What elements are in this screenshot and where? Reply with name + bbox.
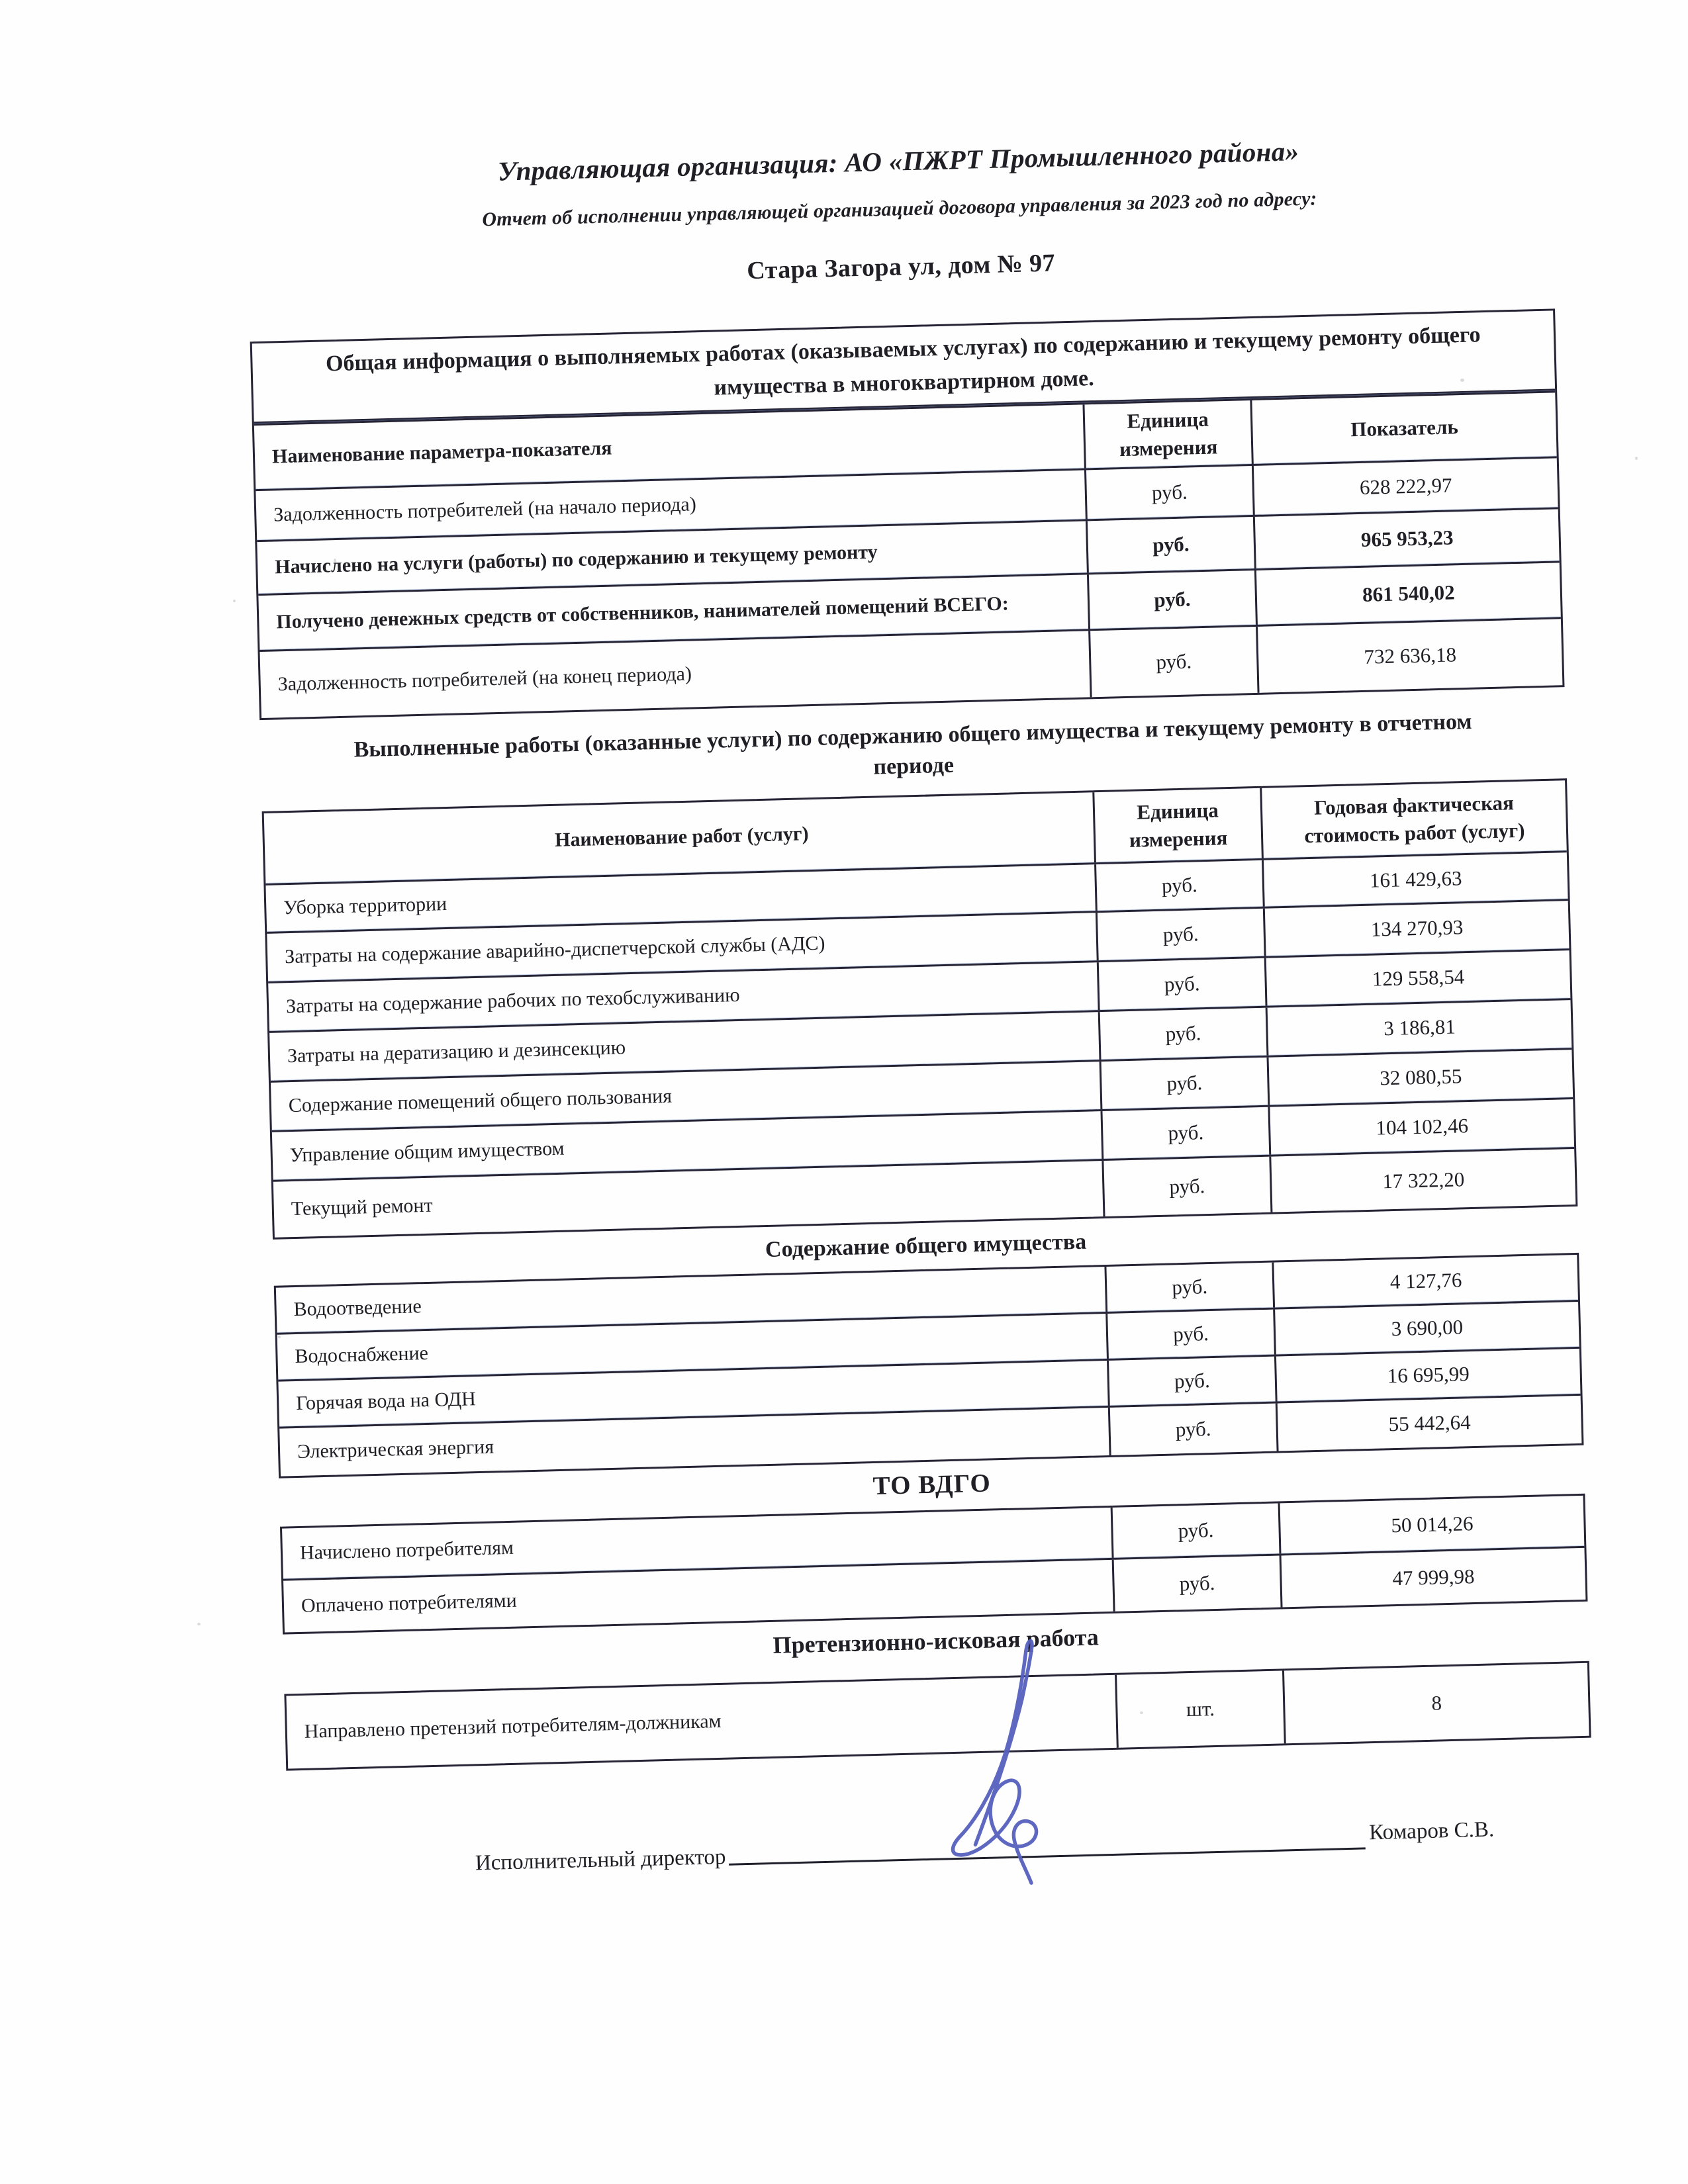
maintenance-section-heading: Содержание общего имущества (765, 1229, 1087, 1262)
row-label: Начислено потребителям (299, 1536, 514, 1564)
row-unit: руб. (1098, 1007, 1269, 1059)
row-label: Затраты на содержание рабочих по техобслуживанию (285, 983, 740, 1018)
row-value: 47 999,98 (1392, 1564, 1475, 1590)
row-value: 16 695,99 (1387, 1361, 1470, 1387)
signature-role-label: Исполнительный директор (475, 1844, 726, 1875)
row-label: Оплачено потребителями (301, 1589, 518, 1617)
scan-speck (1635, 457, 1638, 460)
row-value: 4 127,76 (1389, 1268, 1462, 1293)
general-info-table (250, 309, 1565, 720)
row-value: 161 429,63 (1369, 866, 1462, 892)
row-label: Водоотведение (293, 1295, 422, 1320)
row-label: Получено денежных средств от собственников, нанимателей помещений ВСЕГО: (275, 592, 1009, 633)
building-address: Стара Загора ул, дом № 97 (746, 249, 1056, 285)
row-label: Направлено претензий потребителям-должникам (304, 1709, 722, 1743)
row-unit: руб. (1094, 860, 1265, 910)
row-unit: руб. (1102, 1156, 1272, 1216)
column-header-name: Наименование работ (услуг) (554, 823, 809, 852)
row-unit: руб. (1105, 1309, 1276, 1358)
vdgo-table (280, 1493, 1587, 1634)
row-value: 32 080,55 (1379, 1064, 1462, 1090)
row-label: Задолженность потребителей (на конец периода) (277, 662, 692, 696)
column-header-unit: Единица измерения (1092, 788, 1264, 862)
claims-table (284, 1661, 1591, 1770)
row-value: 3 186,81 (1383, 1015, 1456, 1040)
row-unit: руб. (1108, 1403, 1279, 1455)
handwritten-signature-icon (906, 1632, 1111, 1901)
row-label: Содержание помещений общего пользования (288, 1085, 673, 1117)
column-header-value: Годовая фактическая стоимость работ (услуг) (1304, 790, 1525, 847)
row-value: 965 953,23 (1360, 525, 1454, 551)
signature-block (288, 1797, 1594, 1882)
scan-speck (1140, 1711, 1143, 1714)
row-unit: руб. (1084, 466, 1255, 519)
row-unit: руб. (1107, 1356, 1278, 1405)
row-label: Текущий ремонт (291, 1194, 434, 1220)
scan-speck (278, 1336, 281, 1338)
row-value: 3 690,00 (1391, 1314, 1464, 1340)
row-unit: руб. (1086, 517, 1256, 572)
row-unit: руб. (1100, 1057, 1270, 1109)
row-label: Электрическая энергия (297, 1435, 494, 1463)
row-unit: руб. (1096, 908, 1266, 960)
scan-speck (334, 559, 336, 563)
row-label: Горячая вода на ОДН (295, 1388, 477, 1414)
row-label: Уборка территории (283, 892, 447, 919)
row-value: 134 270,93 (1370, 915, 1464, 941)
row-unit: руб. (1088, 627, 1259, 697)
row-value: 8 (1431, 1690, 1442, 1715)
row-label: Затраты на содержание аварийно-диспетчерской службы (АДС) (284, 932, 825, 968)
row-label: Затраты на дератизацию и дезинсекцию (287, 1036, 626, 1068)
works-section-heading: Выполненные работы (оказанные услуги) по содержанию общего имущества и текущему ремонту в отчетном периоде (353, 709, 1472, 780)
scan-speck (197, 1623, 201, 1625)
row-value: 50 014,26 (1391, 1511, 1474, 1537)
row-label: Начислено на услуги (работы) по содержанию и текущему ремонту (274, 541, 878, 578)
row-value: 628 222,97 (1359, 473, 1452, 499)
column-header-name: Наименование параметра-показателя (271, 437, 612, 468)
row-label: Управление общим имуществом (289, 1137, 565, 1166)
row-unit: руб. (1104, 1262, 1275, 1311)
row-value: 17 322,20 (1382, 1167, 1465, 1193)
scan-speck (233, 600, 236, 602)
row-unit: руб. (1111, 1503, 1282, 1557)
row-label: Задолженность потребителей (на начало периода) (273, 493, 697, 526)
works-table (262, 778, 1578, 1240)
row-unit: шт. (1115, 1670, 1286, 1747)
table-row (286, 1662, 1589, 1768)
row-unit: руб. (1112, 1555, 1283, 1611)
scan-speck (1460, 379, 1464, 382)
row-unit: руб. (1087, 570, 1258, 629)
row-value: 55 442,64 (1388, 1410, 1471, 1435)
row-unit: руб. (1097, 958, 1268, 1009)
scanned-content (242, 0, 1594, 1882)
row-value: 732 636,18 (1364, 643, 1457, 668)
row-value: 104 102,46 (1376, 1113, 1469, 1140)
report-subtitle: Отчет об исполнении управляющей организацией договора управления за 2023 год по адресу: (481, 187, 1317, 231)
column-header-unit: Единица измерения (1082, 400, 1253, 468)
row-value: 129 558,54 (1372, 964, 1465, 991)
row-value: 861 540,02 (1362, 580, 1456, 606)
vdgo-section-heading: ТО ВДГО (872, 1469, 992, 1500)
claims-section-heading: Претензионно-исковая работа (773, 1623, 1100, 1659)
row-label: Водоснабжение (295, 1342, 429, 1367)
signature-line (729, 1847, 1366, 1865)
column-header-value: Показатель (1350, 415, 1459, 441)
signature-name: Комаров С.В. (1368, 1817, 1495, 1844)
row-unit: руб. (1100, 1107, 1271, 1158)
maintenance-table (274, 1253, 1584, 1479)
general-table-caption: Общая информация о выполняемых работах (оказываемых услугах) по содержанию и текущему ремонту общего имущества в многоквартирном доме. (252, 311, 1555, 424)
org-title: Управляющая организация: АО «ПЖРТ Промышленного района» (497, 136, 1299, 187)
